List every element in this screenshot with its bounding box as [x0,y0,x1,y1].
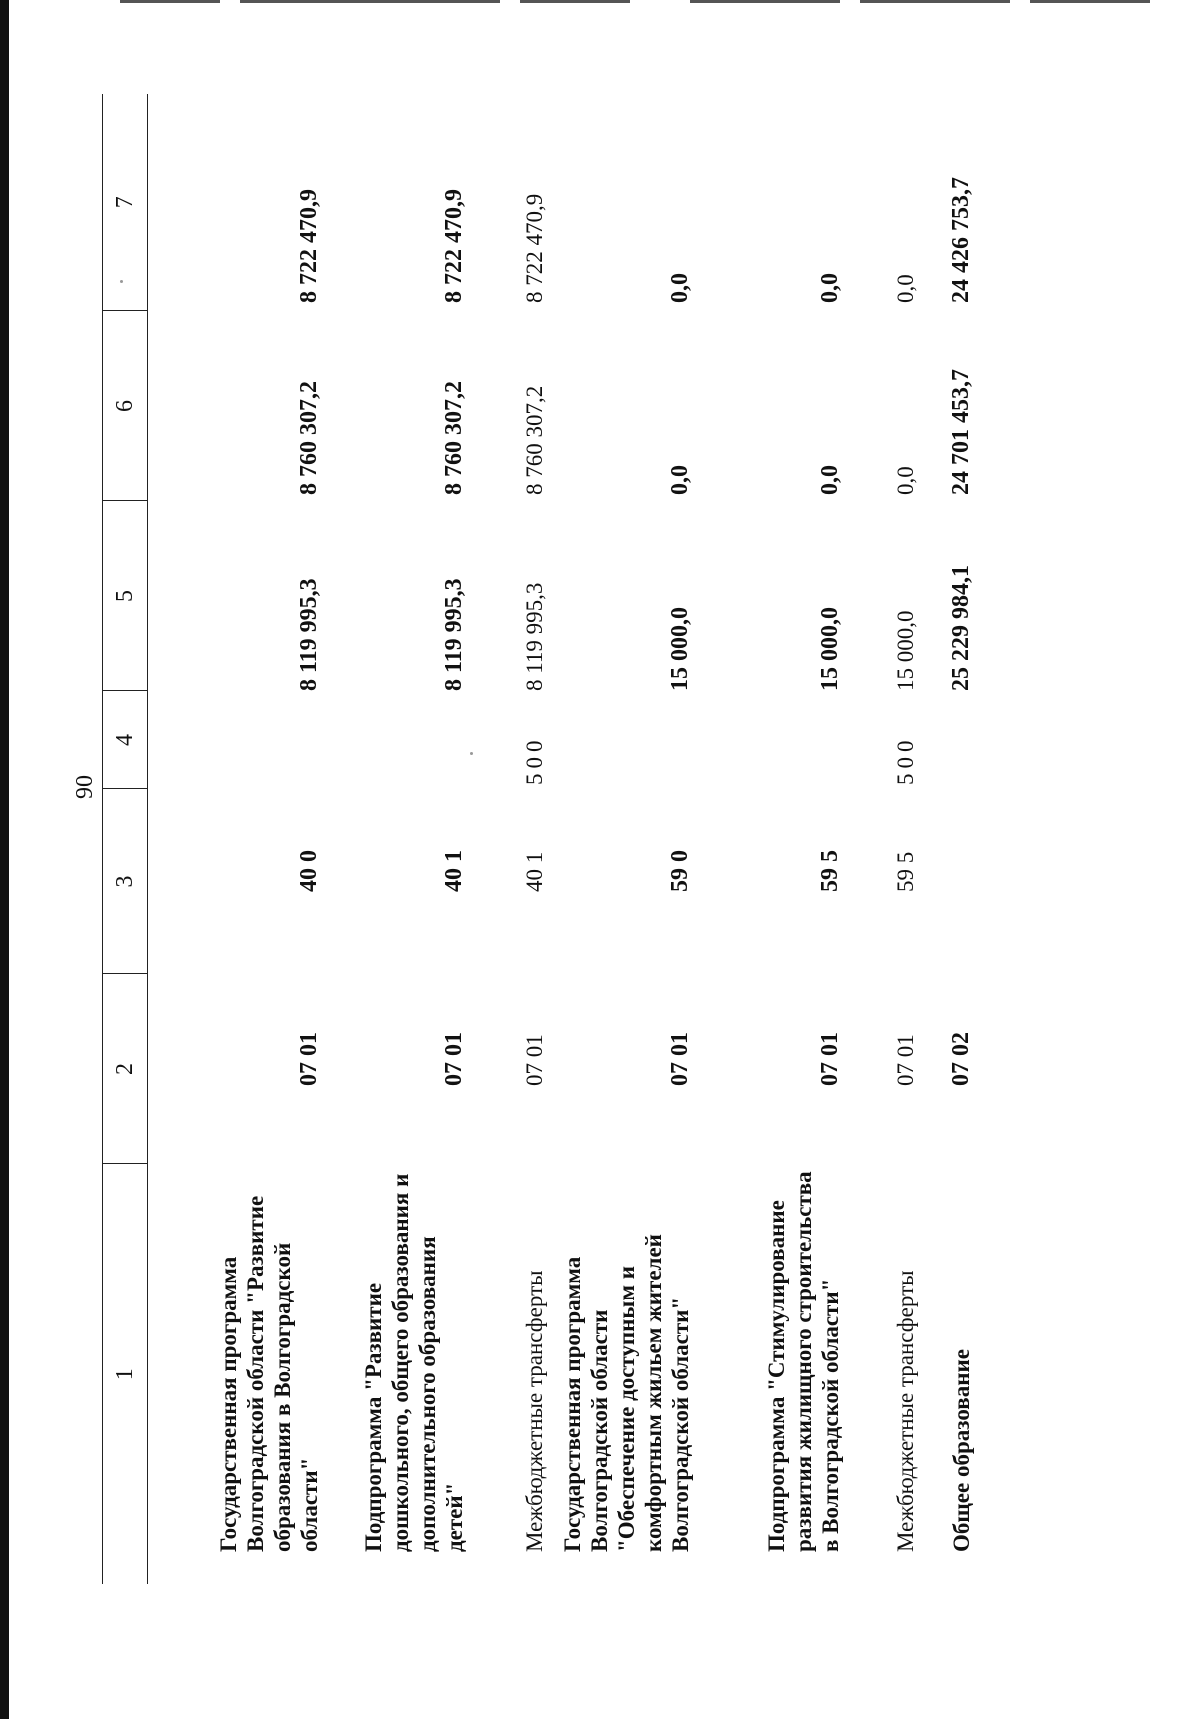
column-header: 2 [103,974,148,1164]
amount-col7: 8 722 470,9 [522,193,547,303]
item-name: Государственная программа Волгоградской области "Развитие образования в Волгоградской области" [216,1195,322,1552]
column-header: 5 [103,501,148,691]
amount-col5: 8 119 995,3 [522,582,547,691]
table-row [694,94,844,1584]
budget-table [102,94,975,1584]
table-row [844,94,919,1584]
column-header: 1 [103,1164,148,1584]
table-header-row [103,94,148,1584]
column-header: 3 [103,789,148,974]
amount-col7: 0,0 [667,273,693,303]
section-code: 07 02 [948,1032,974,1086]
amount-col7: 0,0 [817,273,843,303]
amount-col5: 25 229 984,1 [948,565,974,691]
amount-col5: 15 000,0 [667,607,693,691]
item-name: Подпрограмма "Развитие дошкольного, общего образования и дополнительного образования детей" [361,1173,467,1552]
column-header: 7 [103,94,148,311]
section-code: 07 01 [667,1032,693,1086]
expense-type [148,691,324,789]
amount-col6: 8 760 307,2 [296,381,322,495]
expense-type [548,691,694,789]
page-number: 90 [72,775,98,799]
target-article: 59 5 [817,850,843,892]
amount-col7: 8 722 470,9 [441,189,467,303]
expense-type: 500 [522,735,547,785]
section-code: 07 01 [893,1034,918,1086]
amount-col6: 8 760 307,2 [441,381,467,495]
target-article: 40 0 [296,850,322,892]
table-row [548,94,694,1584]
expense-type: 500 [893,735,918,785]
expense-type [323,691,468,789]
table-row [148,94,324,1584]
amount-col7: 24 426 753,7 [948,177,974,303]
amount-col6: 0,0 [667,465,693,495]
amount-col6: 0,0 [893,466,918,495]
section-code: 07 01 [441,1032,467,1086]
item-name: Общее образование [949,1349,974,1552]
target-article [919,789,975,974]
amount-col7: 0,0 [893,274,918,303]
section-code: 07 01 [296,1032,322,1086]
amount-col5: 8 119 995,3 [441,578,467,691]
amount-col6: 24 701 453,7 [948,369,974,495]
column-header: 4 [103,691,148,789]
amount-col6: 8 760 307,2 [522,385,547,495]
expense-type [694,691,844,789]
target-article: 59 0 [667,850,693,892]
target-article: 40 1 [522,851,547,892]
expense-type [919,691,975,789]
target-article: 40 1 [441,850,467,892]
amount-col5: 15 000,0 [817,607,843,691]
table-row [323,94,468,1584]
amount-col6: 0,0 [817,465,843,495]
item-name: Подпрограмма "Стимулирование развития жилищного строительства в Волгоградской области" [764,1171,843,1552]
section-code: 07 01 [817,1032,843,1086]
item-name: Межбюджетные трансферты [893,1270,918,1552]
amount-col7: 8 722 470,9 [296,189,322,303]
target-article: 59 5 [893,851,918,892]
column-header: 6 [103,311,148,501]
item-name: Межбюджетные трансферты [522,1270,547,1552]
section-code: 07 01 [522,1034,547,1086]
table-row [468,94,548,1584]
item-name: Государственная программа Волгоградской области "Обеспечение доступным и комфортным жильем жителей Волгоградской области" [560,1234,693,1552]
amount-col5: 15 000,0 [893,610,918,691]
amount-col5: 8 119 995,3 [296,578,322,691]
table-row [919,94,975,1584]
